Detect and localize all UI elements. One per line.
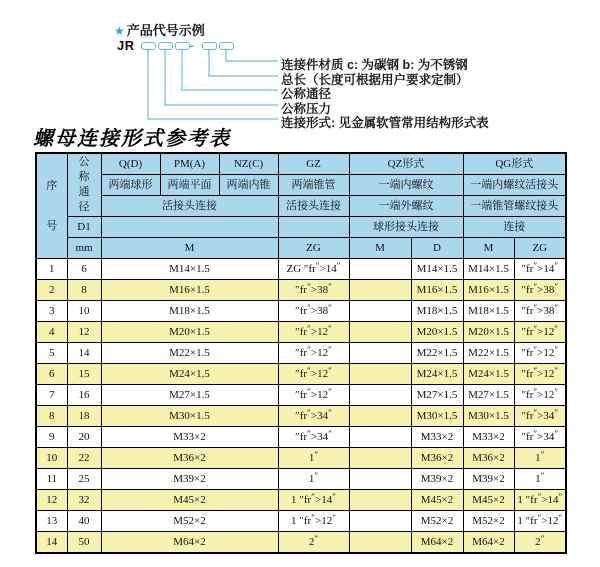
col-dn: 20: [67, 427, 101, 448]
col-qz-m: [349, 364, 411, 385]
col-dn: 18: [67, 406, 101, 427]
col-qz-m: [349, 532, 411, 554]
col-qg-zg: ″fr″>34″: [514, 406, 566, 427]
col-m: M45×2: [101, 490, 278, 511]
header-thread-qz-m: M: [349, 238, 411, 259]
col-dn: 25: [67, 469, 101, 490]
col-seq: 13: [36, 511, 67, 532]
table-row: [36, 385, 566, 406]
col-qz-m: [349, 406, 411, 427]
annotation-material: 连接件材质 c: 为碳钢 b: 为不锈钢: [281, 58, 468, 72]
col-qz-m: [349, 301, 411, 322]
col-dn: 15: [67, 364, 101, 385]
col-dn: 10: [67, 301, 101, 322]
code-separator: -: [189, 37, 194, 54]
table-row: [36, 406, 566, 427]
col-qz-d: M33×2: [411, 427, 463, 448]
col-m: M20×1.5: [101, 322, 278, 343]
col-seq: 11: [36, 469, 67, 490]
col-gz: ″fr″>34″: [278, 406, 349, 427]
header-thread-zg: ZG: [278, 238, 349, 259]
col-qg-zg: ″fr″>12″: [514, 343, 566, 364]
col-qz-d: M52×2: [411, 511, 463, 532]
header-thread-m: M: [101, 238, 278, 259]
col-seq: 9: [36, 427, 67, 448]
col-m: M52×2: [101, 511, 278, 532]
col-qg-m: M45×2: [463, 490, 514, 511]
col-dn: 8: [67, 280, 101, 301]
annotation-nominal-pressure: 公称压力: [281, 102, 332, 116]
col-seq: 14: [36, 532, 67, 554]
header-form-qd: Q(D): [101, 153, 160, 175]
table-row: [36, 364, 566, 385]
header-empty-2: [278, 217, 349, 238]
col-qg-m: M36×2: [463, 448, 514, 469]
col-m: M27×1.5: [101, 385, 278, 406]
col-dn: 16: [67, 385, 101, 406]
col-qg-m: M22×1.5: [463, 343, 514, 364]
header-empty-1: [101, 217, 278, 238]
col-qg-zg: ″fr″>38″: [514, 301, 566, 322]
col-qz-m: [349, 469, 411, 490]
col-qz-d: M18×1.5: [411, 301, 463, 322]
col-qg-zg: ″fr″>14″: [514, 259, 566, 280]
nut-connection-table: [35, 152, 567, 554]
col-qg-zg: ″fr″>12″: [514, 364, 566, 385]
col-qz-d: M20×1.5: [411, 322, 463, 343]
header-unit: mm: [67, 238, 101, 259]
col-qg-m: M30×1.5: [463, 406, 514, 427]
col-qg-zg: 1″: [514, 469, 566, 490]
header-form-qg: QG形式: [463, 153, 566, 175]
header-ends-pma: 两端平面: [160, 175, 219, 196]
col-qg-m: M18×1.5: [463, 301, 514, 322]
col-qz-d: M39×2: [411, 469, 463, 490]
header-ends-qg: 一端内螺纹活接头: [463, 175, 566, 196]
header-row-2: [36, 175, 566, 196]
col-qg-zg: 1 ″fr″>12″: [514, 511, 566, 532]
header-conn-qg: 一端锥管螺纹接头: [463, 196, 566, 217]
col-qg-m: M20×1.5: [463, 322, 514, 343]
col-dn: 6: [67, 259, 101, 280]
col-qz-m: [349, 343, 411, 364]
annotation-nominal-diameter: 公称通径: [281, 87, 332, 101]
col-qz-d: M22×1.5: [411, 343, 463, 364]
header-row-3: [36, 196, 566, 217]
col-gz: 1″: [278, 469, 349, 490]
col-qz-d: M27×1.5: [411, 385, 463, 406]
code-box-3: [175, 42, 190, 50]
col-qz-d: M36×2: [411, 448, 463, 469]
table-row: [36, 301, 566, 322]
col-m: M64×2: [101, 532, 278, 554]
col-qg-m: M39×2: [463, 469, 514, 490]
header-thread-qg-zg: ZG: [514, 238, 566, 259]
col-m: M18×1.5: [101, 301, 278, 322]
table-row: [36, 448, 566, 469]
header-d1: D1: [67, 217, 101, 238]
header-row-1: [36, 153, 566, 175]
header-dn: 公称通径: [67, 153, 101, 217]
header-row-5: [36, 238, 566, 259]
header-ends-qd: 两端球形: [101, 175, 160, 196]
table-row: [36, 322, 566, 343]
col-qg-zg: ″fr″>12″: [514, 385, 566, 406]
table-row: [36, 427, 566, 448]
col-qg-m: M27×1.5: [463, 385, 514, 406]
header-thread-qz-d: D: [411, 238, 463, 259]
col-gz: ″fr″>38″: [278, 301, 349, 322]
header-ends-nzc: 两端内锥: [219, 175, 278, 196]
col-gz: ″fr″>12″: [278, 343, 349, 364]
annotation-total-length: 总长（长度可根据用户要求定制）: [281, 73, 469, 87]
header-conn2-qg: 连接: [463, 217, 566, 238]
col-gz: ″fr″>12″: [278, 385, 349, 406]
col-qz-d: M64×2: [411, 532, 463, 554]
table-title: 螺母连接形式参考表: [33, 128, 231, 150]
col-gz: ″fr″>38″: [278, 280, 349, 301]
star-icon: ★: [114, 24, 125, 38]
header-form-gz: GZ: [278, 153, 349, 175]
col-seq: 8: [36, 406, 67, 427]
col-qz-m: [349, 280, 411, 301]
header-conn-qz: 一端外螺纹: [349, 196, 463, 217]
header-ballconn-qz: 球形接头连接: [349, 217, 463, 238]
code-box-2: [158, 42, 173, 50]
col-seq: 3: [36, 301, 67, 322]
col-qg-zg: ″fr″>38″: [514, 280, 566, 301]
col-seq: 2: [36, 280, 67, 301]
col-gz: 1″: [278, 448, 349, 469]
col-qg-zg: ″fr″>12″: [514, 322, 566, 343]
col-dn: 12: [67, 322, 101, 343]
code-box-5: [219, 42, 234, 50]
col-seq: 1: [36, 259, 67, 280]
col-gz: ZG ″fr″>14″: [278, 259, 349, 280]
product-code-prefix: JR: [117, 38, 135, 53]
annotation-connection-form: 连接形式: 见金属软管常用结构形式表: [281, 116, 489, 130]
col-qz-d: M30×1.5: [411, 406, 463, 427]
col-qg-m: M24×1.5: [463, 364, 514, 385]
col-qz-d: M45×2: [411, 490, 463, 511]
col-qz-m: [349, 427, 411, 448]
header-form-nzc: NZ(C): [219, 153, 278, 175]
col-qz-m: [349, 448, 411, 469]
diagram-title-text: 产品代号示例: [126, 23, 205, 38]
col-m: M33×2: [101, 427, 278, 448]
col-seq: 12: [36, 490, 67, 511]
col-dn: 40: [67, 511, 101, 532]
col-qz-m: [349, 511, 411, 532]
col-gz: ″fr″>12″: [278, 322, 349, 343]
col-m: M22×1.5: [101, 343, 278, 364]
col-qz-m: [349, 259, 411, 280]
col-m: M16×1.5: [101, 280, 278, 301]
col-gz: 2″: [278, 532, 349, 554]
col-m: M39×2: [101, 469, 278, 490]
table-row: [36, 343, 566, 364]
col-seq: 6: [36, 364, 67, 385]
header-ends-qz: 一端内螺纹: [349, 175, 463, 196]
code-box-1: [141, 42, 156, 50]
col-qz-d: M16×1.5: [411, 280, 463, 301]
col-gz: 1 ″fr″>12″: [278, 511, 349, 532]
col-qz-m: [349, 385, 411, 406]
col-m: M30×1.5: [101, 406, 278, 427]
table-row: [36, 511, 566, 532]
col-seq: 4: [36, 322, 67, 343]
col-dn: 32: [67, 490, 101, 511]
col-dn: 22: [67, 448, 101, 469]
col-m: M14×1.5: [101, 259, 278, 280]
code-box-4: [202, 42, 217, 50]
table-row: [36, 280, 566, 301]
header-form-qz: QZ形式: [349, 153, 463, 175]
col-gz: ″fr″>34″: [278, 427, 349, 448]
col-seq: 10: [36, 448, 67, 469]
col-seq: 5: [36, 343, 67, 364]
header-ends-gz: 两端锥管: [278, 175, 349, 196]
header-form-pma: PM(A): [160, 153, 219, 175]
col-qg-m: M33×2: [463, 427, 514, 448]
col-gz: 1 ″fr″>14″: [278, 490, 349, 511]
col-qz-m: [349, 490, 411, 511]
col-qg-m: M52×2: [463, 511, 514, 532]
col-qg-zg: 1 ″fr″>14″: [514, 490, 566, 511]
table-row: [36, 469, 566, 490]
col-dn: 14: [67, 343, 101, 364]
col-seq: 7: [36, 385, 67, 406]
header-conn-union: 活接头连接: [101, 196, 278, 217]
col-qz-m: [349, 322, 411, 343]
col-qz-d: M24×1.5: [411, 364, 463, 385]
col-dn: 50: [67, 532, 101, 554]
col-qg-m: M64×2: [463, 532, 514, 554]
col-qg-m: M14×1.5: [463, 259, 514, 280]
table-row: [36, 532, 566, 554]
col-qg-zg: ″fr″>34″: [514, 427, 566, 448]
col-m: M24×1.5: [101, 364, 278, 385]
col-qg-zg: 1″: [514, 448, 566, 469]
header-conn-gz: 活接头连接: [278, 196, 349, 217]
col-m: M36×2: [101, 448, 278, 469]
col-gz: ″fr″>12″: [278, 364, 349, 385]
table-row: [36, 259, 566, 280]
col-qz-d: M14×1.5: [411, 259, 463, 280]
col-qg-zg: 2″: [514, 532, 566, 554]
col-qg-m: M16×1.5: [463, 280, 514, 301]
header-row-4: [36, 217, 566, 238]
table-row: [36, 490, 566, 511]
header-seq: 序号: [36, 153, 67, 259]
header-thread-qg-m: M: [463, 238, 514, 259]
